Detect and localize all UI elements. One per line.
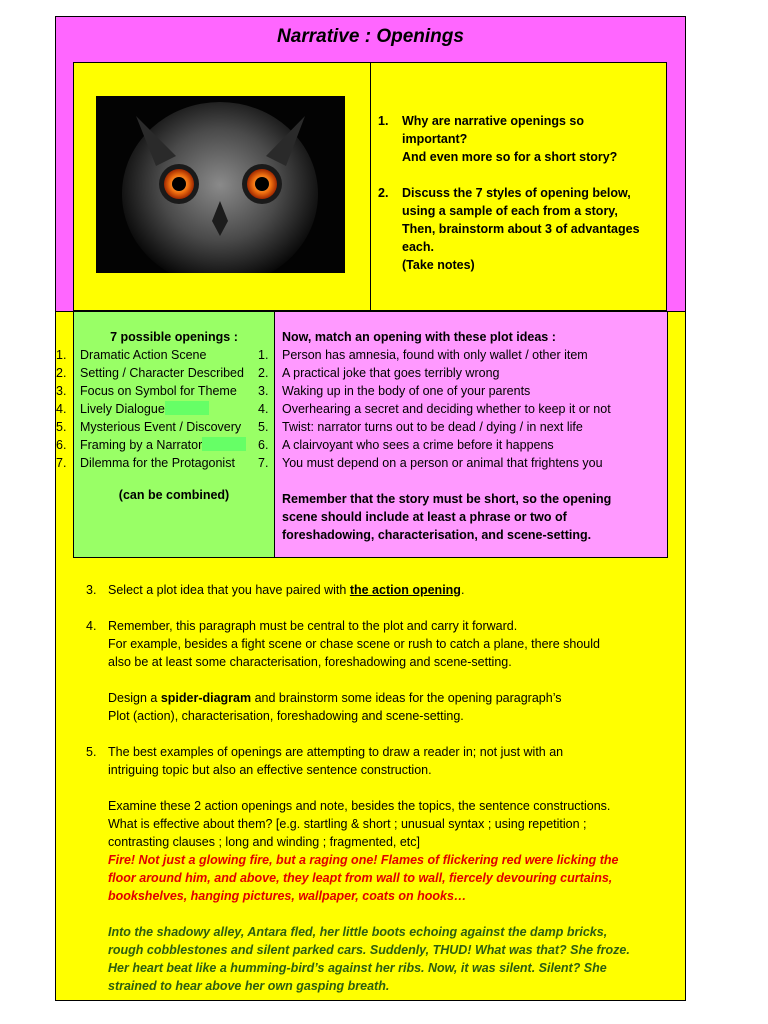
plot-ideas-list — [258, 346, 668, 472]
task-5: 5. The best examples of openings are attempting to draw a reader in; not just with an intriguing topic but also an effective sentence construction. Examine these 2 action openings and note, besides the topics, the sentence constructions. What is effective about them? [e.g. startling & short ; unusual syntax ; using repetition ; contrasting clauses ; long and winding ; fragmented, etc] Fire! Not just a glowing fire, but a raging one! Flames of flickering red were licking the floor around him, and above, they leapt from wall to wall, fiercely devouring curtains, bookshelves, hanging pictures, wallpaper, coats on hooks… Into the shadowy alley, Antara fled, her little boots echoing against the damp bricks, rough cobblestones and silent parked cars. Suddenly, THUD! What was that? She froze. Her heart beat like a humming-bird’s against her ribs. Now, it was silent. Silent? She strained to hear above her own gasping breath. — [86, 743, 682, 995]
discussion-questions — [378, 112, 663, 274]
plot-item: 4. Overhearing a secret and deciding whether to keep it or not — [258, 402, 611, 416]
opening-item: 3. Focus on Symbol for Theme — [56, 384, 237, 398]
plot-item: 7. You must depend on a person or animal that frightens you — [258, 456, 603, 470]
page-title: Narrative : Openings — [277, 26, 464, 47]
question-1: 1. Why are narrative openings so important? And even more so for a short story? — [378, 114, 618, 164]
openings-title: 7 possible openings : — [110, 330, 238, 344]
spider-diagram-emphasis: spider-diagram — [160, 691, 252, 705]
example-opening-alley: Into the shadowy alley, Antara fled, her little boots echoing against the damp bricks, rough cobblestones and silent parked cars. Suddenly, THUD! What was that? She froze. Her heart beat like a humming-bird’s against her ribs. Now, it was silent. Silent? She strained to hear above her own gasping breath. — [108, 925, 630, 993]
action-opening-emphasis: the action opening — [349, 583, 461, 597]
openings-list — [56, 346, 278, 472]
opening-item: 6. Framing by a Narrator — [56, 436, 278, 454]
highlight-mark — [202, 437, 246, 451]
opening-item: 2. Setting / Character Described — [56, 366, 244, 380]
opening-item: 1. Dramatic Action Scene — [56, 348, 207, 362]
remember-note: Remember that the story must be short, so the opening scene should include at least a phrase or two of foreshadowing, characterisation, and scene-setting. — [282, 492, 612, 542]
plot-item: 5. Twist: narrator turns out to be dead / dying / in next life — [258, 420, 583, 434]
plot-item: 2. A practical joke that goes terribly wrong — [258, 366, 500, 380]
task-3: 3. Select a plot idea that you have paired with the action opening. — [86, 583, 465, 597]
plot-item: 3. Waking up in the body of one of your parents — [258, 384, 531, 398]
opening-item: 5. Mysterious Event / Discovery — [56, 420, 242, 434]
opening-item: 7. Dilemma for the Protagonist — [56, 456, 235, 470]
tasks-section — [86, 581, 682, 995]
task-4: 4. Remember, this paragraph must be central to the plot and carry it forward. For example, besides a fight scene or chase scene or rush to catch a plane, there should also be at least some characterisation, foreshadowing and scene-setting. Design a spider-diagram and brainstorm some ideas for the opening paragraph’s Plot (action), characterisation, foreshadowing and scene-setting. — [86, 619, 600, 723]
opening-item: 4. Lively Dialogue — [56, 400, 278, 418]
owl-photo — [96, 96, 345, 273]
plot-ideas-title: Now, match an opening with these plot ideas : — [282, 330, 556, 344]
example-opening-fire: Fire! Not just a glowing fire, but a raging one! Flames of flickering red were licking the floor around him, and above, they leapt from wall to wall, fiercely devouring curtains, bookshelves, hanging pictures, wallpaper, coats on hooks… — [108, 853, 619, 903]
plot-item: 6. A clairvoyant who sees a crime before it happens — [258, 438, 554, 452]
highlight-mark — [165, 401, 209, 415]
combined-note: (can be combined) — [118, 488, 230, 502]
question-2: 2. Discuss the 7 styles of opening below, using a sample of each from a story, Then, brainstorm about 3 of advantages each. (Take notes) — [378, 186, 640, 272]
plot-item: 1. Person has amnesia, found with only wallet / other item — [258, 348, 588, 362]
